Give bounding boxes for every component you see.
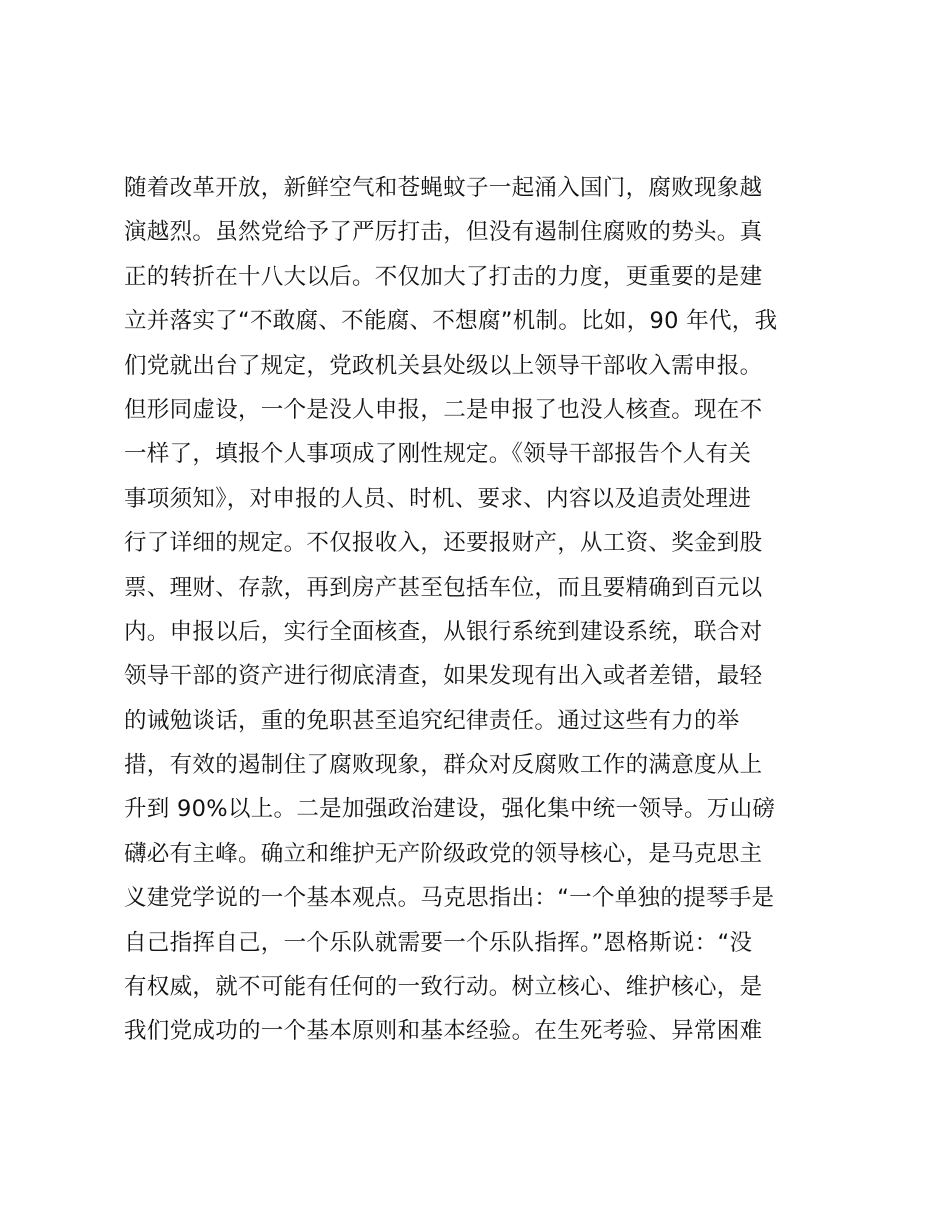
text-line-10: 票、理财、存款，再到房产甚至包括车位，而且要精确到百元以 — [124, 574, 763, 601]
body-text — [124, 166, 844, 1054]
text-line-7: 一样了，填报个人事项成了刚性规定。《领导干部报告个人有关 — [124, 441, 752, 468]
text-line-5: 们党就出台了规定，党政机关县处级以上领导干部收入需申报。 — [124, 352, 763, 379]
text-line-1: 随着改革开放，新鲜空气和苍蝇蚊子一起涌入国门，腐败现象越 — [124, 175, 763, 201]
text-line-20: 我们党成功的一个基本原则和基本经验。在生死考验、异常困难 — [124, 1018, 763, 1045]
text-line-9: 行了详细的规定。不仅报收入，还要报财产，从工资、奖金到股 — [124, 530, 763, 557]
text-line-3: 正的转折在十八大以后。不仅加大了打击的力度，更重要的是建 — [124, 263, 763, 290]
text-line-12: 领导干部的资产进行彻底清查，如果发现有出入或者差错，最轻 — [124, 663, 763, 690]
text-line-8: 事项须知》，对申报的人员、时机、要求、内容以及追责处理进 — [124, 485, 752, 512]
text-line-17: 义建党学说的一个基本观点。马克思指出：“一个单独的提琴手是 — [124, 885, 775, 912]
text-line-2: 演越烈。虽然党给予了严厉打击，但没有遏制住腐败的势头。真 — [124, 219, 763, 246]
text-line-15: 升到 90%以上。二是加强政治建设，强化集中统一领导。万山磅 — [124, 796, 776, 823]
text-line-4: 立并落实了“不敢腐、不能腐、不想腐”机制。比如，90 年代，我 — [124, 308, 778, 335]
text-line-14: 措，有效的遏制住了腐败现象，群众对反腐败工作的满意度从上 — [124, 752, 763, 779]
text-line-11: 内。申报以后，实行全面核查，从银行系统到建设系统，联合对 — [124, 618, 763, 645]
text-line-6: 但形同虚设，一个是没人申报，二是申报了也没人核查。现在不 — [124, 396, 763, 423]
text-line-16: 礴必有主峰。确立和维护无产阶级政党的领导核心，是马克思主 — [124, 840, 763, 867]
text-line-13: 的诫勉谈话，重的免职甚至追究纪律责任。通过这些有力的举 — [124, 707, 740, 734]
text-line-18: 自己指挥自己，一个乐队就需要一个乐队指挥。”恩格斯说：“没 — [124, 929, 753, 956]
text-line-19: 有权威，就不可能有任何的一致行动。树立核心、维护核心，是 — [124, 974, 763, 1001]
